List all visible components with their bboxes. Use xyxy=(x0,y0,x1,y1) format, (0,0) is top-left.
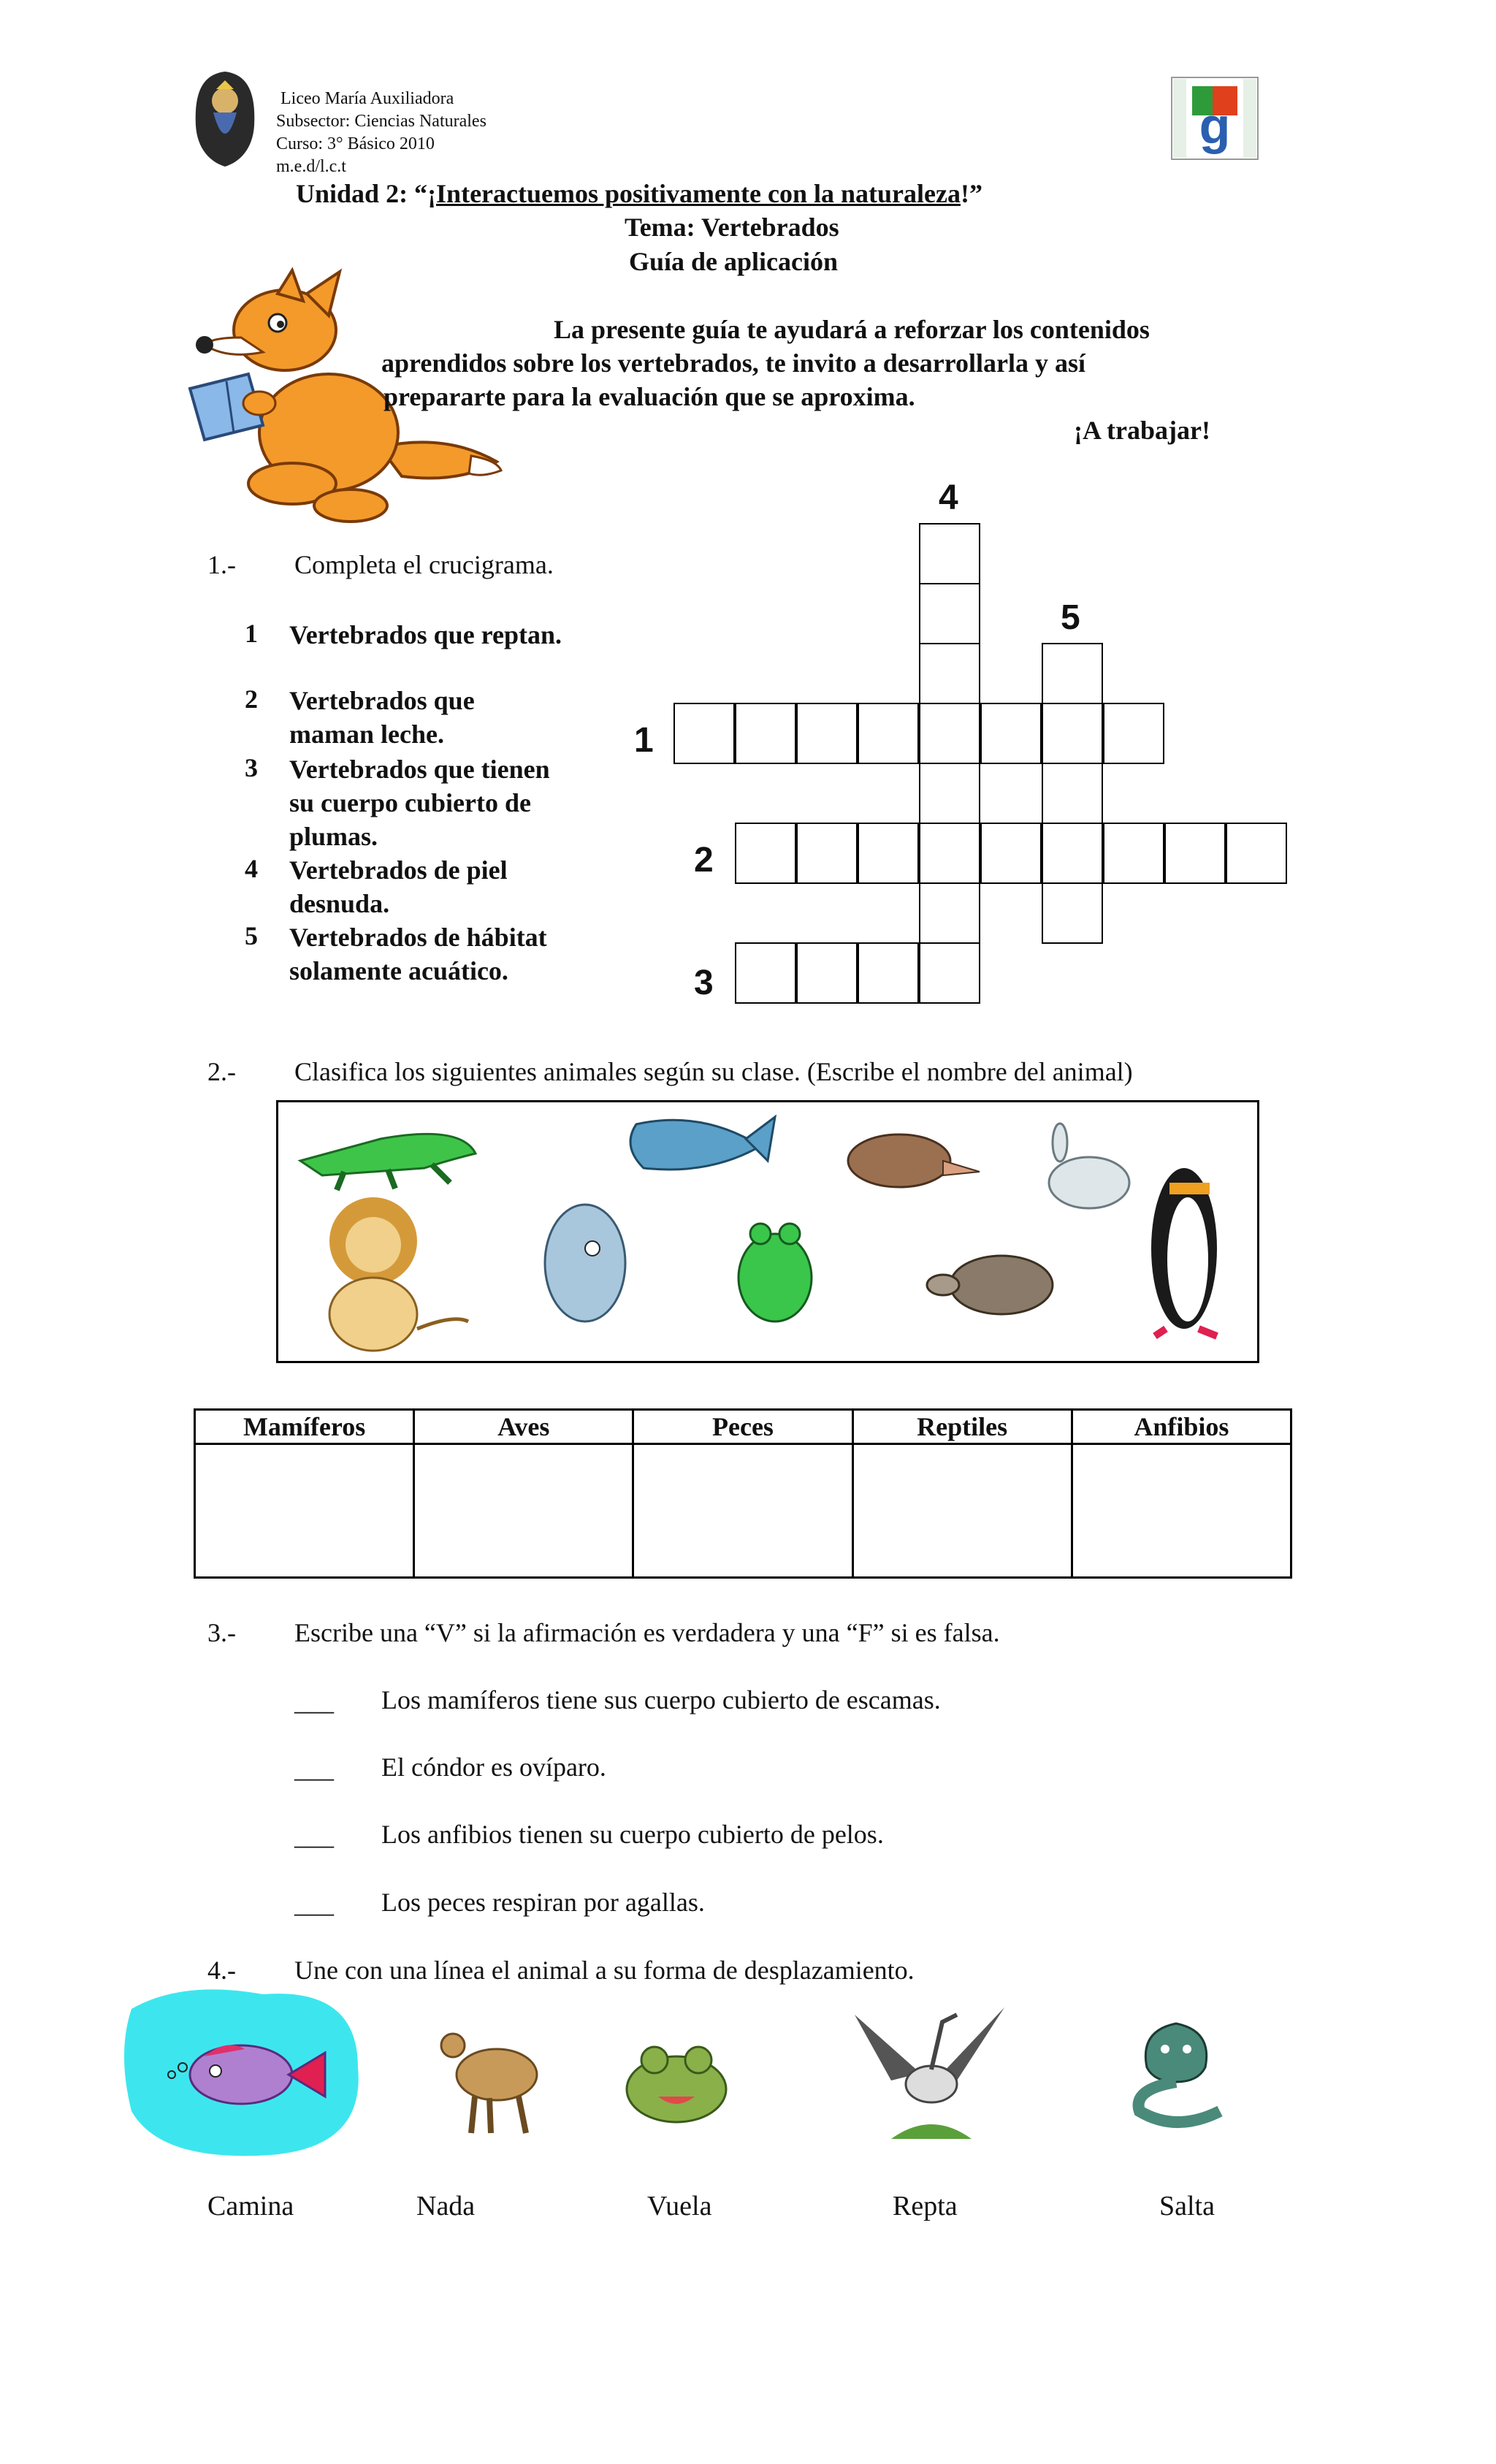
frog-picture xyxy=(739,1224,812,1321)
answer-cell[interactable] xyxy=(195,1444,414,1578)
cobra-picture xyxy=(1118,2016,1234,2133)
crocodile-picture xyxy=(300,1134,476,1190)
intro-line-3: prepararte para la evaluación que se aproxima. xyxy=(383,382,915,411)
crossword-number-2: 2 xyxy=(694,841,714,880)
crossword-cell[interactable] xyxy=(919,643,980,704)
q4-number: 4.- xyxy=(207,1956,236,1985)
crossword-cell[interactable] xyxy=(673,703,735,764)
statement: Los mamíferos tiene sus cuerpo cubierto de escamas. xyxy=(381,1685,941,1714)
crossword-cell[interactable] xyxy=(980,703,1042,764)
penguin-picture xyxy=(1151,1168,1217,1336)
crossword-cell[interactable] xyxy=(796,703,858,764)
crossword-cell[interactable] xyxy=(919,823,980,884)
column-header: Aves xyxy=(414,1410,633,1444)
clue-number: 5 xyxy=(245,921,258,950)
movement-label: Salta xyxy=(1159,2191,1215,2221)
school-name: Liceo María Auxiliadora xyxy=(280,89,454,108)
crossword-cell[interactable] xyxy=(919,942,980,1004)
column-header: Peces xyxy=(633,1410,852,1444)
unit-title-line: Unidad 2: “¡Interactuemos positivamente con la naturaleza!” xyxy=(296,179,982,208)
column-header: Mamíferos xyxy=(195,1410,414,1444)
rabbit-picture xyxy=(1049,1124,1129,1208)
subject-line: Subsector: Ciencias Naturales xyxy=(276,112,486,131)
crossword-cell[interactable] xyxy=(1103,703,1164,764)
clue-number: 2 xyxy=(245,684,258,714)
crossword-cell[interactable] xyxy=(796,823,858,884)
classification-table xyxy=(194,1408,1292,1579)
column-header: Reptiles xyxy=(852,1410,1072,1444)
answer-cell[interactable] xyxy=(414,1444,633,1578)
q3-text: Escribe una “V” si la afirmación es verdadera y una “F” si es falsa. xyxy=(294,1618,1000,1647)
initials-line: m.e.d/l.c.t xyxy=(276,157,346,176)
clue-number: 3 xyxy=(245,753,258,782)
crossword-cell[interactable] xyxy=(1042,823,1103,884)
intro-cheer: ¡A trabajar! xyxy=(1074,416,1210,445)
crossword-cell[interactable] xyxy=(858,823,919,884)
crossword-cell[interactable] xyxy=(919,882,980,944)
crossword-number-4: 4 xyxy=(939,478,958,517)
statement: Los peces respiran por agallas. xyxy=(381,1888,705,1917)
crossword-number-5: 5 xyxy=(1061,598,1080,637)
quality-seal-logo xyxy=(1170,76,1259,161)
answer-blank[interactable]: ___ xyxy=(294,1821,334,1850)
crossword-cell[interactable] xyxy=(735,703,796,764)
fish-picture xyxy=(545,1205,625,1321)
q1-number: 1.- xyxy=(207,550,236,579)
q2-number: 2.- xyxy=(207,1057,236,1086)
movement-label: Nada xyxy=(416,2191,476,2221)
turtle-picture xyxy=(927,1256,1053,1314)
intro-line-1: La presente guía te ayudará a reforzar los contenidos xyxy=(554,315,1150,344)
q4-text: Une con una línea el animal a su forma de desplazamiento. xyxy=(294,1956,915,1985)
crossword-cell[interactable] xyxy=(919,703,980,764)
answer-blank[interactable]: ___ xyxy=(294,1889,334,1918)
crossword-cell[interactable] xyxy=(919,583,980,644)
camel-picture xyxy=(431,2016,548,2140)
lion-picture xyxy=(329,1197,468,1351)
clue-text: Vertebrados de hábitat solamente acuático. xyxy=(289,923,547,985)
crossword-cell[interactable] xyxy=(1103,823,1164,884)
hedgehog-picture xyxy=(848,1134,980,1187)
clue-text: Vertebrados que reptan. xyxy=(289,620,562,649)
answer-blank[interactable]: ___ xyxy=(294,1754,334,1783)
crossword-cell[interactable] xyxy=(1042,703,1103,764)
answer-blank[interactable]: ___ xyxy=(294,1687,334,1716)
crossword-cell[interactable] xyxy=(796,942,858,1004)
statement: Los anfibios tienen su cuerpo cubierto de pelos. xyxy=(381,1820,884,1849)
svg-text:g: g xyxy=(1199,97,1231,154)
animals-box xyxy=(276,1100,1259,1363)
q2-text: Clasifica los siguientes animales según su clase. (Escribe el nombre del animal) xyxy=(294,1057,1133,1086)
answer-cell[interactable] xyxy=(633,1444,852,1578)
intro-line-2: aprendidos sobre los vertebrados, te invito a desarrollarla y así xyxy=(381,348,1086,378)
clue-number: 4 xyxy=(245,854,258,883)
crossword-cell[interactable] xyxy=(1042,643,1103,704)
movement-label: Repta xyxy=(893,2191,958,2221)
crossword-cell[interactable] xyxy=(1042,882,1103,944)
clue-number: 1 xyxy=(245,619,258,648)
column-header: Anfibios xyxy=(1072,1410,1291,1444)
crossword-cell[interactable] xyxy=(735,942,796,1004)
crossword-cell[interactable] xyxy=(858,703,919,764)
guide-title: Guía de aplicación xyxy=(629,247,839,276)
q3-number: 3.- xyxy=(207,1618,236,1647)
clue-text: Vertebrados que maman leche. xyxy=(289,686,475,749)
crossword-number-3: 3 xyxy=(694,964,714,1002)
answer-cell[interactable] xyxy=(1072,1444,1291,1578)
fish-in-water-picture xyxy=(117,1980,365,2162)
crossword-cell[interactable] xyxy=(919,523,980,584)
crossword-cell[interactable] xyxy=(980,823,1042,884)
q1-text: Completa el crucigrama. xyxy=(294,550,554,579)
movement-label: Camina xyxy=(207,2191,294,2221)
crossword-cell[interactable] xyxy=(1042,763,1103,824)
crossword-cell[interactable] xyxy=(858,942,919,1004)
school-crest xyxy=(191,67,259,169)
crossword-cell[interactable] xyxy=(919,763,980,824)
statement: El cóndor es ovíparo. xyxy=(381,1752,606,1782)
crossword-number-1: 1 xyxy=(634,721,654,760)
clue-text: Vertebrados que tienen su cuerpo cubierto de plumas. xyxy=(289,755,550,851)
crossword-cell[interactable] xyxy=(1226,823,1287,884)
crossword-cell[interactable] xyxy=(735,823,796,884)
shark-picture xyxy=(630,1117,775,1170)
topic-title: Tema: Vertebrados xyxy=(625,213,839,242)
movement-label: Vuela xyxy=(647,2191,712,2221)
answer-cell[interactable] xyxy=(852,1444,1072,1578)
crossword-cell[interactable] xyxy=(1164,823,1226,884)
stork-picture xyxy=(847,2000,1008,2146)
course-line: Curso: 3° Básico 2010 xyxy=(276,134,435,153)
clue-text: Vertebrados de piel desnuda. xyxy=(289,855,508,918)
toad-picture xyxy=(618,2038,735,2133)
